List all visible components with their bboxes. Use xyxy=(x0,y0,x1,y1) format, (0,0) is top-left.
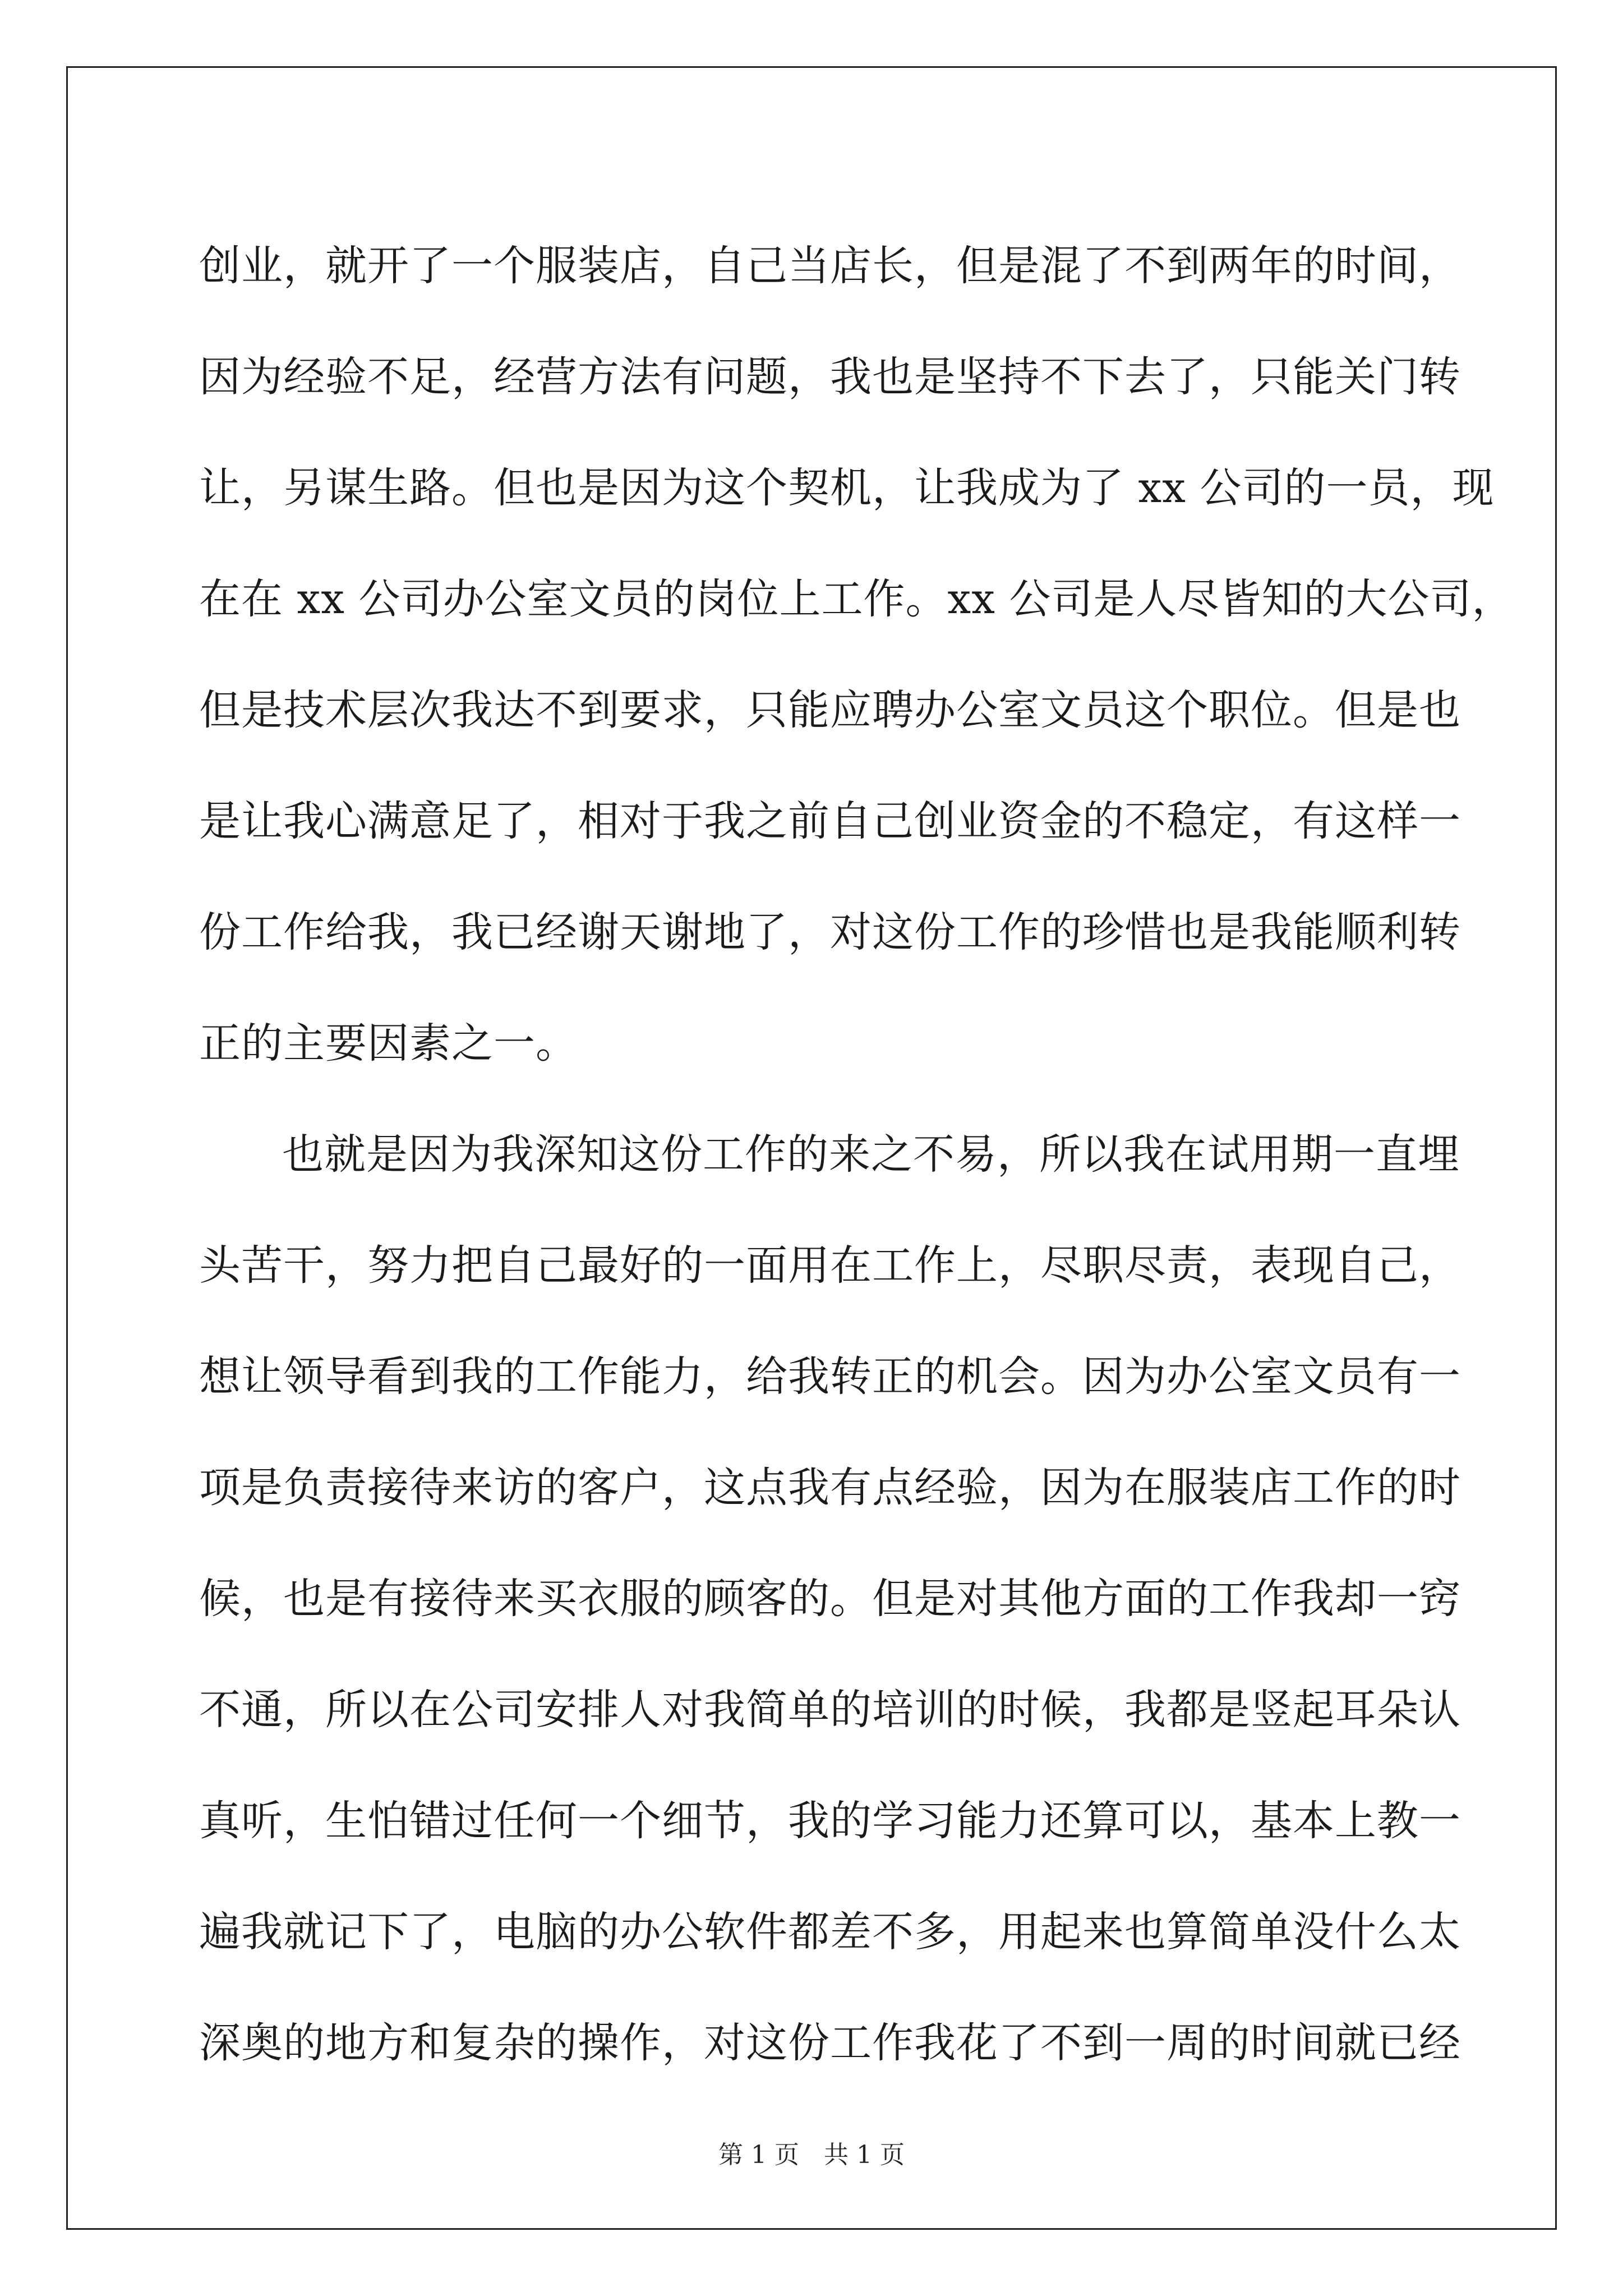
text-line: 让，另谋生路。但也是因为这个契机，让我成为了 xx 公司的一员，现 xyxy=(199,464,1495,512)
text-line: 深奥的地方和复杂的操作，对这份工作我花了不到一周的时间就已经 xyxy=(199,2019,1461,2067)
text-line: 不通，所以在公司安排人对我简单的培训的时候，我都是竖起耳朵认 xyxy=(199,1686,1461,1734)
page-number: 第 1 页 xyxy=(718,2141,799,2169)
text-line: 是让我心满意足了，相对于我之前自己创业资金的不稳定，有这样一 xyxy=(199,797,1461,845)
text-line: 因为经验不足，经营方法有问题，我也是坚持不下去了，只能关门转 xyxy=(199,353,1461,401)
document-body xyxy=(199,210,1514,2099)
text-line: 在在 xx 公司办公室文员的岗位上工作。xx 公司是人尽皆知的大公司， xyxy=(199,575,1514,623)
text-line: 正的主要因素之一。 xyxy=(199,1019,578,1068)
text-line: 份工作给我，我已经谢天谢地了，对这份工作的珍惜也是我能顺利转 xyxy=(199,908,1461,956)
page-total: 共 1 页 xyxy=(824,2141,905,2169)
text-line: 创业，就开了一个服装店，自己当店长，但是混了不到两年的时间， xyxy=(199,242,1461,290)
page-footer xyxy=(0,2138,1623,2172)
text-line: 遍我就记下了，电脑的办公软件都差不多，用起来也算简单没什么太 xyxy=(199,1908,1461,1956)
text-line: 也就是因为我深知这份工作的来之不易，所以我在试用期一直埋 xyxy=(282,1130,1460,1179)
text-line: 头苦干，努力把自己最好的一面用在工作上，尽职尽责，表现自己， xyxy=(199,1241,1461,1290)
text-line: 候，也是有接待来买衣服的顾客的。但是对其他方面的工作我却一窍 xyxy=(199,1575,1461,1623)
text-line: 项是负责接待来访的客户，这点我有点经验，因为在服装店工作的时 xyxy=(199,1464,1461,1512)
text-line: 但是技术层次我达不到要求，只能应聘办公室文员这个职位。但是也 xyxy=(199,686,1461,734)
text-line: 想让领导看到我的工作能力，给我转正的机会。因为办公室文员有一 xyxy=(199,1352,1461,1401)
text-line: 真听，生怕错过任何一个细节，我的学习能力还算可以，基本上教一 xyxy=(199,1797,1461,1845)
